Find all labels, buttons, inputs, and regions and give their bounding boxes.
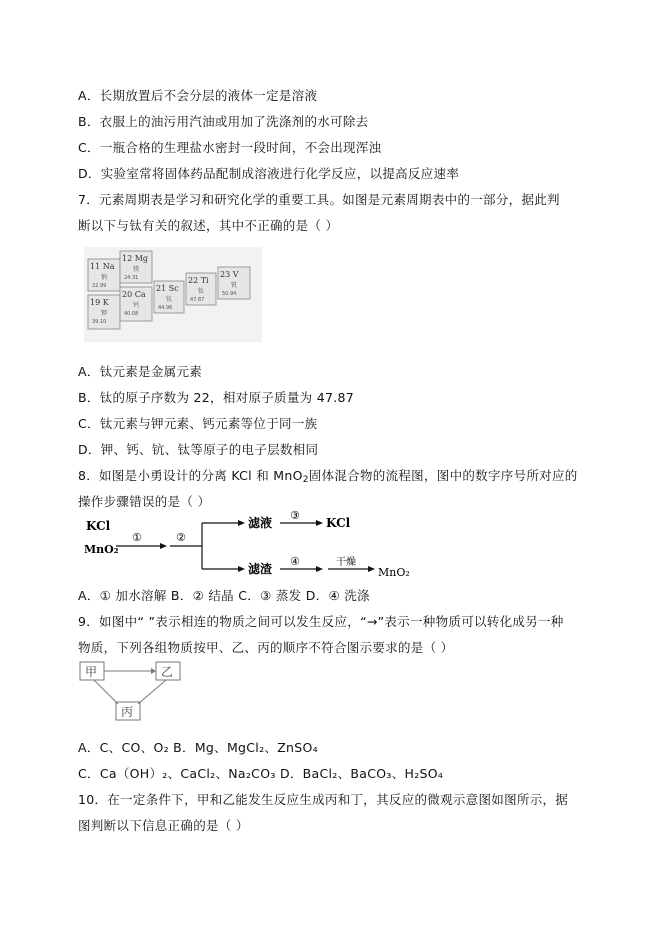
flow-step-3: ③ [290, 510, 300, 522]
node-b-label: 乙 [161, 665, 174, 679]
q7-option-c: C．钛元素与钾元素、钙元素等位于同一族 [78, 416, 318, 431]
element-name: 钛 [198, 288, 205, 295]
element-number-and-symbol: 22 Ti [188, 276, 209, 285]
edge-a-b-arrowhead [151, 668, 156, 674]
q8-stem-subscript: 2 [302, 475, 309, 485]
element-name: 钒 [231, 282, 238, 289]
q6-option-d: D．实验室常将固体药品配制成溶液进行化学反应，以提高反应速率 [78, 166, 460, 181]
flow-arrowhead-5 [368, 566, 375, 572]
q8-stem-part-a: 8．如图是小勇设计的分离 KCl 和 MnO [78, 468, 303, 483]
q8-stem-line1 [78, 466, 578, 485]
q7-option-b: B．钛的原子序数为 22，相对原子质量为 47.87 [78, 390, 355, 405]
q9-stem-line2: 物质，下列各组物质按甲、乙、丙的顺序不符合图示要求的是（ ） [78, 640, 454, 655]
element-mass: 40.08 [124, 311, 139, 317]
edge-a-c [94, 680, 118, 704]
q7-option-d: D．钾、钙、钪、钛等原子的电子层数相同 [78, 442, 319, 457]
flow-arrowhead-top [238, 520, 245, 526]
flow-step-1: ① [132, 531, 142, 544]
element-cell-ca [120, 287, 152, 321]
q9-options-line1: A．C、CO、O₂ B．Mg、MgCl₂、ZnSO₄ [78, 740, 318, 755]
element-number-and-symbol: 12 Mg [122, 254, 149, 263]
element-number-and-symbol: 20 Ca [122, 290, 146, 299]
flow-filtrate: 滤液 [248, 516, 273, 530]
element-cell-na [88, 259, 120, 291]
element-number-and-symbol: 21 Sc [156, 284, 179, 293]
node-a-label: 甲 [85, 665, 98, 679]
periodic-table-image [84, 247, 262, 342]
element-mass: 44.96 [158, 305, 173, 311]
flow-step-4: ④ [290, 555, 300, 568]
q9-options-line2: C．Ca（OH）₂、CaCl₂、Na₂CO₃ D．BaCl₂、BaCO₃、H₂SO₄ [78, 766, 444, 781]
q8-stem-part-b: 固体混合物的流程图，图中的数字序号所对应的 [308, 468, 578, 483]
q8-stem-line2: 操作步骤错误的是（ ） [78, 494, 211, 509]
element-mass: 22.99 [92, 283, 107, 289]
element-cell-mg [120, 251, 152, 283]
edge-b-c [138, 680, 166, 704]
node-c-label: 丙 [121, 705, 134, 719]
q7-stem-line1: 7．元素周期表是学习和研究化学的重要工具。如图是元素周期表中的一部分，据此判 [78, 192, 560, 207]
element-mass: 24.31 [124, 275, 139, 281]
flow-output-mno2: MnO₂ [378, 566, 410, 579]
q9-stem-line1: 9．如图中“ ”表示相连的物质之间可以发生反应，“→”表示一种物质可以转化成另一种 [78, 614, 564, 629]
element-name: 钠 [101, 274, 108, 281]
element-name: 钪 [166, 296, 173, 303]
q7-option-a: A．钛元素是金属元素 [78, 364, 203, 379]
flow-arrowhead-4 [316, 566, 323, 572]
q10-stem-line2: 图判断以下信息正确的是（ ） [78, 818, 249, 833]
flow-input-mno2: MnO₂ [84, 543, 119, 556]
element-name: 镁 [133, 266, 140, 273]
element-mass: 39.10 [92, 319, 107, 325]
q6-option-c: C．一瓶合格的生理盐水密封一段时间，不会出现浑浊 [78, 140, 382, 155]
element-number-and-symbol: 23 V [220, 270, 239, 279]
flow-step-2: ② [176, 531, 186, 544]
flow-arrowhead-1 [160, 543, 167, 549]
q6-option-a: A．长期放置后不会分层的液体一定是溶液 [78, 88, 318, 103]
element-cell-v [218, 267, 250, 299]
flow-dry-label: 干燥 [336, 557, 356, 568]
q8-options: A．① 加水溶解 B．② 结晶 C．③ 蒸发 D．④ 洗涤 [78, 588, 370, 603]
element-cell-sc [154, 281, 184, 313]
element-number-and-symbol: 11 Na [90, 262, 115, 271]
separation-flowchart [78, 510, 618, 580]
flow-input-kcl: KCl [86, 519, 111, 533]
q6-option-b: B．衣服上的油污用汽油或用加了洗涤剂的水可除去 [78, 114, 369, 129]
q7-stem-line2: 断以下与钛有关的叙述，其中不正确的是（ ） [78, 218, 339, 233]
element-name: 钙 [133, 302, 140, 309]
flow-arrowhead-3 [316, 520, 323, 526]
flow-output-kcl: KCl [326, 516, 351, 530]
relation-diagram [78, 660, 208, 722]
element-number-and-symbol: 19 K [90, 298, 109, 307]
flow-arrowhead-bottom [238, 566, 245, 572]
element-name: 钾 [101, 310, 108, 317]
q10-stem-line1: 10．在一定条件下，甲和乙能发生反应生成丙和丁，其反应的微观示意图如图所示，据 [78, 792, 569, 807]
element-mass: 47.87 [190, 297, 205, 303]
flow-residue: 滤渣 [248, 562, 273, 576]
element-cell-k [88, 295, 120, 329]
element-cell-ti [186, 273, 216, 305]
element-mass: 50.94 [222, 291, 237, 297]
